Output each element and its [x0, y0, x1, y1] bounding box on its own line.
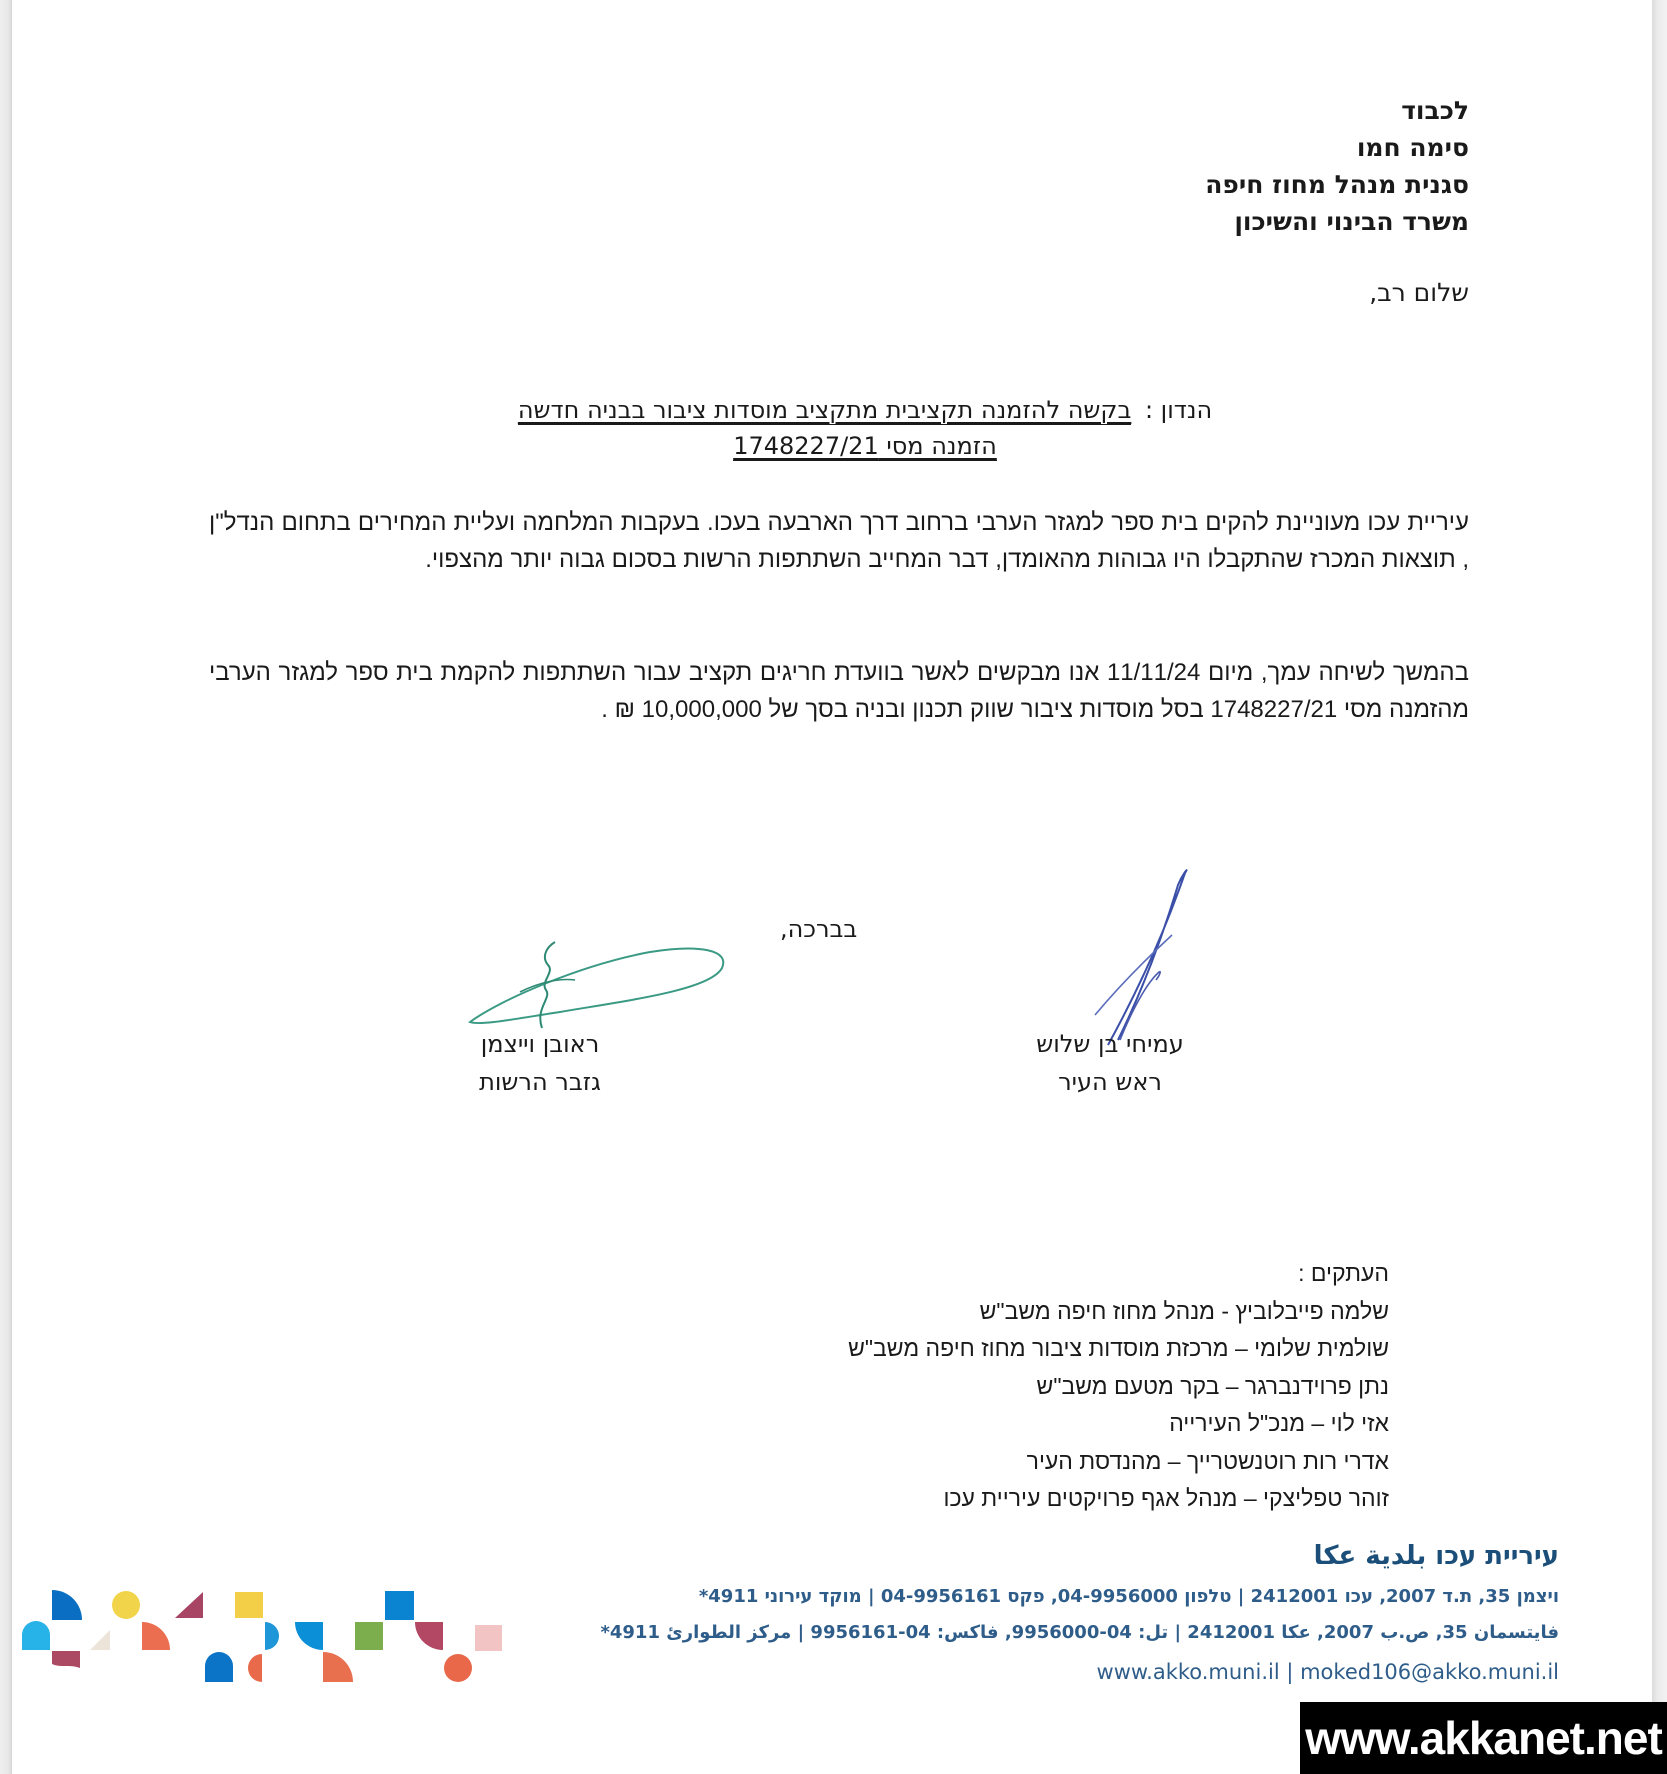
logo-shape-square-green [355, 1622, 383, 1650]
greeting: שלום רב, [1369, 278, 1469, 307]
footer-web-contact[interactable]: www.akko.muni.il | moked106@akko.muni.il [1096, 1660, 1559, 1684]
treasurer-signature-loop [470, 949, 723, 1024]
signatory-title: גזבר הרשות [479, 1068, 601, 1096]
subject-line-1: בקשה להזמנה תקציבית מתקציב מוסדות ציבור בבניה חדשה [517, 396, 1132, 424]
logo-shape-quarter-orange [142, 1622, 170, 1650]
page-edge-right [1652, 0, 1667, 1774]
logo-shape-half-blue [265, 1622, 279, 1650]
signatory-name: ראובן וייצמן [480, 1030, 600, 1058]
logo-shape-arch-cyan [22, 1621, 50, 1650]
cc-list [848, 1255, 1389, 1518]
cc-heading: העתקים : [1298, 1260, 1389, 1286]
logo-shape-square-blue [385, 1591, 414, 1620]
body-paragraph-1: עיריית עכו מעוניינת להקים בית ספר למגזר הערבי ברחוב דרך הארבעה בעכו. בעקבות המלחמה ועליית המחירים בתחום הנדל"ן , תוצאות המכרז שהתקבלו היו גבוהות מהאומדן, דבר המחייב השתתפות הרשות בסכום גבוה יותר מהצפוי. [209, 509, 1469, 573]
logo-shape-quarter-maroon [415, 1622, 443, 1650]
cc-item: אדרי רות רוטנשטרייך – מהנדסת העיר [1026, 1447, 1389, 1474]
logo-shape-half-orange [248, 1654, 262, 1682]
logo-shape-triangle-maroon [175, 1592, 203, 1618]
watermark: www.akkanet.net [1300, 1702, 1667, 1774]
municipality-logo-shapes [20, 1590, 510, 1690]
logo-shape-square-yellow [235, 1592, 263, 1618]
subject-label: הנדון : [1144, 396, 1213, 424]
logo-shape-circle-yellow [112, 1591, 140, 1619]
signatory-treasurer [440, 1025, 640, 1101]
footer-address-hebrew: ויצמן 35, ת.ד 2007, עכו 2412001 | טלפון 04-9956000, פקס 04-9956161 | מוקד עירוני 4911* [698, 1586, 1559, 1607]
signatory-name: עמיחי בן שלוש [1036, 1030, 1184, 1058]
footer-address-arabic: فايتسمان 35, ص.ب 2007, عكا 2412001 | تل: 04-9956000, فاكس: 04-9956161 | مركز الطوارئ 4911* [600, 1622, 1559, 1643]
cc-item: נתן פרוידנברגר – בקר מטעם משב"ש [1036, 1372, 1389, 1399]
municipality-name: עיריית עכו بلدية عكا [1313, 1541, 1559, 1571]
signatory-mayor [1010, 1025, 1210, 1101]
cc-item: זוהר טפליצקי – מנהל אגף פרויקטים עיריית עכו [943, 1485, 1389, 1511]
mayor-signature-stroke-2 [1095, 935, 1172, 1015]
closing: בברכה, [780, 915, 858, 943]
logo-shape-arch-blue [205, 1652, 233, 1682]
logo-shape-circle-orange [444, 1654, 472, 1682]
recipient-office: משרד הבינוי והשיכון [1234, 207, 1469, 236]
recipient-title: סגנית מנהל מחוז חיפה [1205, 170, 1469, 199]
logo-shape-tab-maroon [52, 1651, 80, 1668]
logo-shape-triangle-cream [90, 1630, 110, 1650]
treasurer-signature [460, 930, 730, 1030]
logo-shape-quarter-orange-2 [323, 1652, 353, 1682]
page-edge-left [0, 0, 12, 1774]
recipient-address [1205, 92, 1469, 240]
subject-line-2: הזמנה מסי 1748227/21 [733, 432, 997, 460]
logo-shape-quarter-blue [52, 1590, 82, 1620]
subject [440, 392, 1290, 464]
recipient-name: סימה חמו [1356, 133, 1469, 162]
signatory-title: ראש העיר [1058, 1068, 1162, 1096]
cc-item: שולמית שלומי – מרכזת מוסדות ציבור מחוז חיפה משב"ש [848, 1335, 1389, 1361]
logo-shape-square-pink [475, 1625, 502, 1651]
cc-item: שלמה פייבלוביץ - מנהל מחוז חיפה משב"ש [979, 1297, 1389, 1324]
salutation-to: לכבוד [1401, 96, 1469, 125]
logo-shape-quarter-blue-2 [295, 1622, 323, 1650]
body-paragraph-2: בהמשך לשיחה עמך, מיום 11/11/24 אנו מבקשים לאשר בוועדת חריגים תקציב עבור השתתפות להקמת בית ספר למגזר הערבי מהזמנה מסי 1748227/21 בסל מוסדות ציבור שווק תכנון ובניה בסך של 10,000,000 ₪ . [209, 659, 1469, 723]
cc-item: אזי לוי – מנכ"ל העירייה [1169, 1410, 1389, 1436]
